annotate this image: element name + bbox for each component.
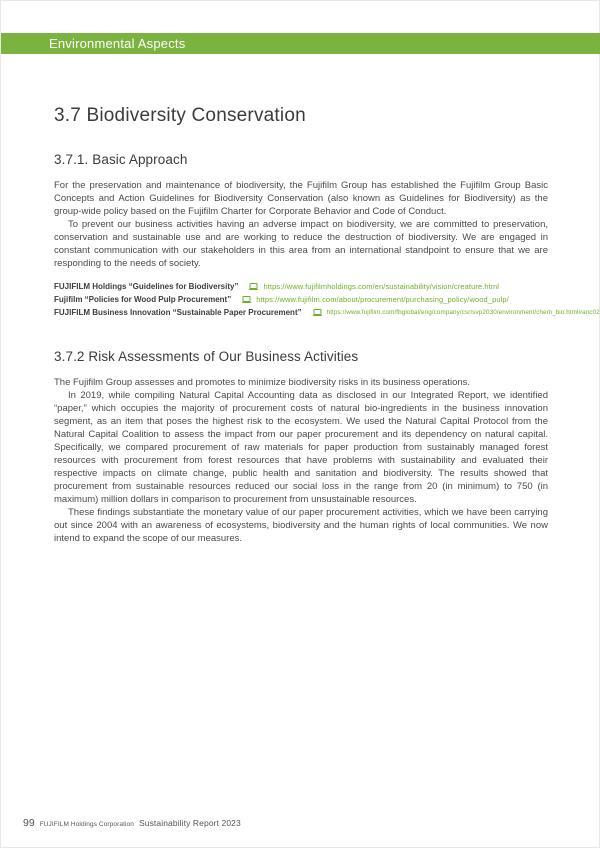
laptop-icon	[248, 283, 259, 291]
reference-links	[54, 280, 600, 319]
link-row-wood-pulp-procurement	[54, 293, 548, 306]
paragraph: These findings substantiate the monetary value of our paper procurement activities, which we have been carrying out since 2004 with an awareness of ecosystems, biodiversity and the human rights of local communities. We now intend to expand the scope of our measures.	[54, 507, 548, 544]
link-label: FUJIFILM Business Innovation “Sustainable Paper Procurement”	[54, 308, 302, 317]
risk-assessments-text	[54, 376, 548, 545]
laptop-icon	[312, 309, 323, 317]
page-content	[54, 1, 600, 545]
footer-report-title: Sustainability Report 2023	[138, 818, 241, 828]
link-url[interactable]: https://www.fujifilm.com/fbglobal/eng/company/csr/svp2030/environment/chem_bio.html#anc02	[326, 309, 600, 316]
page-number: 99	[23, 817, 35, 829]
link-label: Fujifilm “Policies for Wood Pulp Procurement”	[54, 295, 232, 304]
section-header-title: Environmental Aspects	[49, 36, 186, 51]
paragraph: The Fujifilm Group assesses and promotes to minimize biodiversity risks in its business operations.	[54, 377, 471, 388]
link-url[interactable]: https://www.fujifilmholdings.com/en/sustainability/vision/creature.html	[263, 282, 499, 291]
page-footer	[23, 817, 241, 829]
paragraph: For the preservation and maintenance of biodiversity, the Fujifilm Group has established the Fujifilm Group Basic Concepts and Action Guidelines for Biodiversity Conservation (also known as Guidelines for Biodiversity) as the group-wide policy based on the Fujifilm Charter for Corporate Behavior and Code of Conduct.	[54, 180, 548, 217]
link-row-sustainable-paper-procurement	[54, 306, 600, 319]
link-url[interactable]: https://www.fujifilm.com/about/procurement/purchasing_policy/wood_pulp/	[256, 295, 509, 304]
link-label: FUJIFILM Holdings “Guidelines for Biodiversity”	[54, 282, 239, 291]
heading-basic-approach: 3.7.1. Basic Approach	[54, 152, 188, 167]
paragraph: In 2019, while compiling Natural Capital Accounting data as disclosed in our Integrated Report, we identified “paper,” which occupies the majority of procurement costs of natural bio-ingredients in the business innovation segment, as an item that poses the highest risk to the ecosystem. We used the Natural Capital Protocol from the Natural Capital Coalition to assess the impact from our paper procurement and its dependency on natural capital. Specifically, we compared procurement of raw materials for paper production from sustainably managed forest resources with procurement from forest resources that have problems with sustainability and evaluated their respective impacts on climate change, public health and sanitation and biodiversity. The results showed that procurement from sustainable resources reduced our social loss in the range from 20 (in minimum) to 750 (in maximum) million dollars in comparison to procurement from unsustainable resources.	[54, 390, 548, 505]
heading-risk-assessments: 3.7.2 Risk Assessments of Our Business Activities	[54, 349, 359, 364]
page-title: 3.7 Biodiversity Conservation	[54, 105, 306, 126]
link-row-guidelines-for-biodiversity	[54, 280, 548, 293]
laptop-icon	[241, 296, 252, 304]
footer-publisher: FUJIFILM Holdings Corporation	[39, 821, 134, 828]
basic-approach-text	[54, 179, 548, 270]
paragraph: To prevent our business activities having an adverse impact on biodiversity, we are committed to preservation, conservation and sustainable use and are working to reduce the destruction of biodiversity. We are engaged in constant communication with our stakeholders in this area from an international standpoint to ensure that we are responding to the needs of society.	[54, 219, 548, 269]
